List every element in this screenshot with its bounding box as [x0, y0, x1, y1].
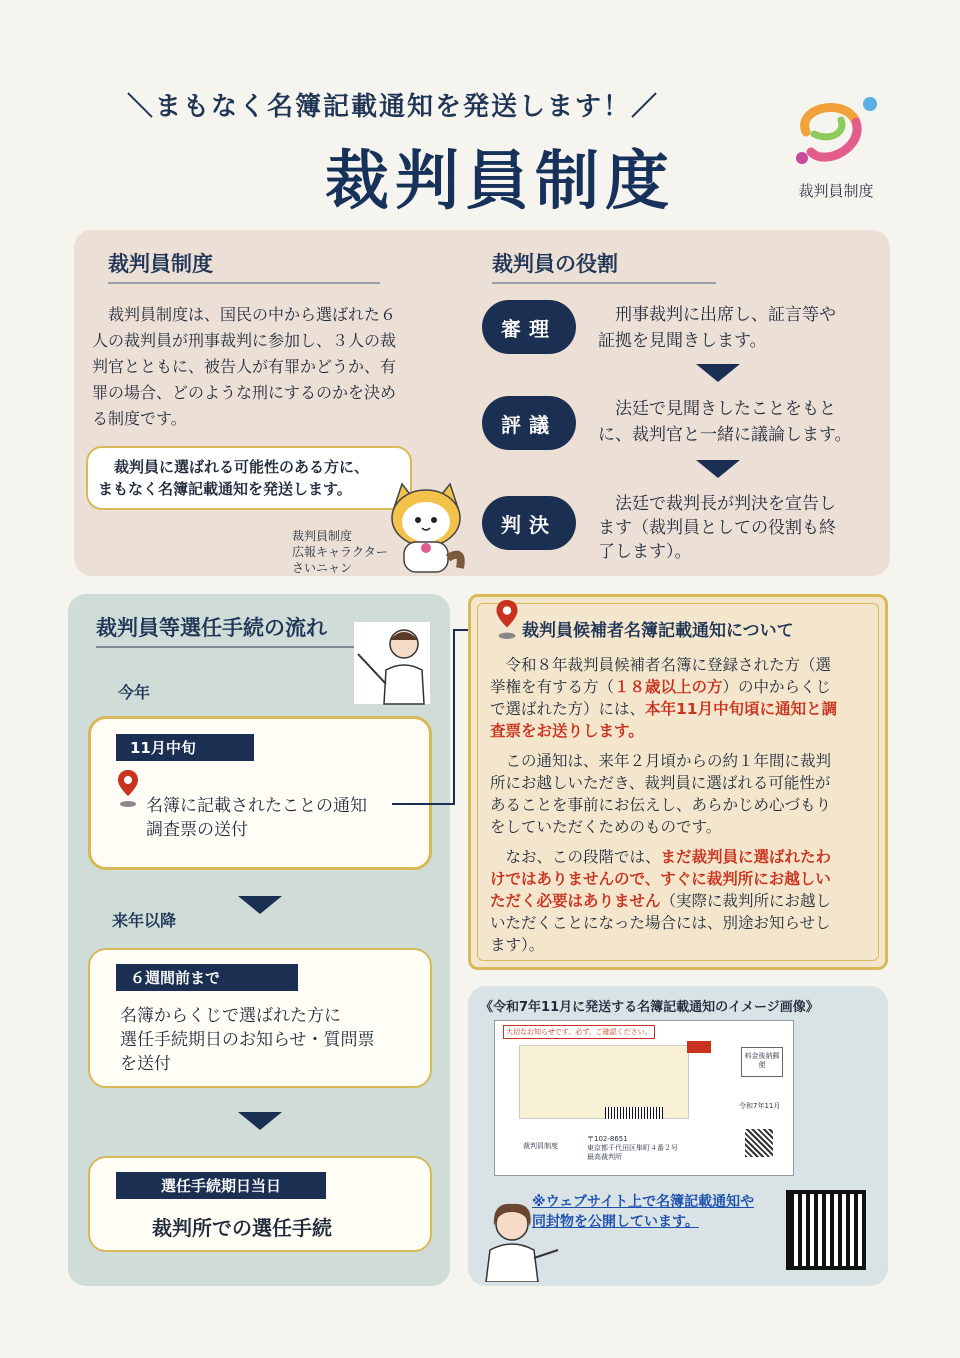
step1-line: 調査票の送付	[146, 820, 248, 840]
mascot-caption	[292, 528, 388, 576]
mascot-caption-line: さいニャン	[292, 561, 353, 575]
card-top-text: 大切なお知らせです。必ず、ご確認ください。	[503, 1025, 655, 1039]
about-text	[92, 302, 422, 432]
role-pill-shinri: 審理	[482, 300, 576, 354]
notice-text: （実際に裁判所にお越し	[660, 892, 832, 910]
notice-paragraph-3	[490, 846, 874, 956]
notice-text: 令和８年裁判員候補者名簿に登録された方（選	[490, 656, 832, 674]
map-pin-icon	[118, 770, 138, 812]
barcode-icon	[605, 1107, 663, 1119]
logo-text: 裁判員制度	[798, 182, 874, 200]
role-desc-line: 法廷で裁判長が判決を宣告し	[598, 494, 836, 514]
arrow-down-icon	[238, 896, 282, 914]
notice-text: この通知は、来年２月頃からの約１年間に裁判	[490, 752, 832, 770]
notice-text: をしていただくためのものです。	[490, 818, 722, 836]
role-desc-line: 刑事裁判に出席し、証言等や	[598, 305, 836, 325]
notice-emphasis: ただく必要はありません	[490, 892, 661, 910]
bubble-line: まもなく名簿記載通知を発送します。	[98, 480, 352, 498]
notice-emphasis: 本年11月中旬頃に通知と調	[645, 700, 838, 718]
notice-paragraph-2	[490, 750, 874, 838]
notice-paragraph-1	[490, 654, 874, 742]
card-address-line: 最高裁判所	[587, 1153, 622, 1161]
notice-text: ）の中からくじ	[722, 678, 832, 696]
role-desc-shinri	[598, 302, 868, 354]
card-window	[519, 1045, 689, 1119]
mascot-caption-line: 裁判員制度	[292, 529, 353, 543]
step1-label: 11月中旬	[116, 734, 254, 761]
step1-text	[146, 794, 416, 842]
role-desc-line: に、裁判官と一緒に議論します。	[598, 425, 852, 445]
qr-code-icon[interactable]	[786, 1190, 866, 1270]
notice-heading: 裁判員候補者名簿記載通知について	[522, 621, 794, 641]
card-logo-text: 裁判員制度	[523, 1142, 558, 1150]
arrow-down-icon	[238, 1112, 282, 1130]
roles-heading: 裁判員の役割	[492, 248, 716, 284]
notice-text: あることを事前にお伝えし、あらかじめ心づもり	[490, 796, 832, 814]
saibanin-logo	[786, 92, 886, 202]
notice-emphasis: １８歳以上の方	[614, 678, 723, 696]
sample-notice-image	[494, 1020, 794, 1176]
notice-text: 挙権を有する方（	[490, 678, 615, 696]
step2-label: ６週間前まで	[116, 964, 298, 991]
notice-text: いただくことになった場合には、別途お知らせし	[490, 914, 831, 932]
card-address	[587, 1135, 678, 1162]
notice-emphasis: まだ裁判員に選ばれたわ	[660, 848, 832, 866]
bubble-line: 裁判員に選ばれる可能性のある方に、	[114, 458, 370, 476]
notice-text: なお、この段階では、	[490, 848, 661, 866]
logo-mark-icon	[786, 92, 886, 178]
notice-text: 所にお越しいただき、裁判員に選ばれる可能性が	[490, 774, 831, 792]
step3-text: 裁判所での選任手続	[152, 1216, 332, 1240]
role-desc-hanketsu	[598, 492, 868, 564]
arrow-down-icon	[696, 364, 740, 382]
role-desc-line: ます（裁判員としての役割も終	[598, 518, 836, 538]
step2-text	[120, 1004, 420, 1076]
next-year-label: 来年以降	[112, 911, 177, 930]
notice-emphasis: けではありませんので、すぐに裁判所にお越しい	[490, 870, 831, 888]
mascot-cat-icon	[384, 478, 468, 580]
card-red-tag	[687, 1041, 711, 1053]
website-link[interactable]: ※ウェブサイト上で名簿記載通知や	[532, 1194, 755, 1210]
notice-emphasis: 査票をお送りします。	[490, 722, 644, 740]
card-qr-icon	[745, 1129, 773, 1157]
mascot-caption-line: 広報キャラクター	[292, 545, 388, 559]
about-line: 裁判員制度は、国民の中から選ばれた６	[92, 305, 397, 324]
role-pill-hyogi: 評議	[482, 396, 576, 450]
role-desc-line: 証拠を見聞きします。	[598, 331, 767, 351]
role-desc-line: 了します）。	[598, 542, 692, 562]
about-line: 罪の場合、どのような刑にするのかを決め	[92, 383, 397, 402]
website-note[interactable]	[532, 1192, 754, 1232]
card-date: 令和7年11月	[739, 1102, 781, 1110]
page-title: 裁判員制度	[325, 145, 675, 219]
role-desc-line: 法廷で見聞きしたことをもと	[598, 399, 836, 419]
role-desc-hyogi	[598, 396, 878, 448]
this-year-label: 今年	[118, 683, 151, 702]
sample-caption: 《令和7年11月に発送する名簿記載通知のイメージ画像》	[480, 1000, 819, 1015]
about-line: 人の裁判員が刑事裁判に参加し、３人の裁	[92, 331, 397, 350]
step2-line: を送付	[120, 1054, 171, 1074]
arrow-down-icon	[696, 460, 740, 478]
role-pill-hanketsu: 判決	[482, 496, 576, 550]
step3-label: 選任手続期日当日	[116, 1172, 326, 1199]
map-pin-icon	[496, 600, 518, 644]
speech-bubble	[86, 446, 412, 510]
card-stamp: 料金後納郵便	[741, 1047, 783, 1077]
about-line: る制度です。	[92, 409, 187, 428]
step2-line: 選任手続期日のお知らせ・質問票	[120, 1030, 375, 1050]
card-address-line: 〒102-8651	[587, 1135, 628, 1143]
website-link[interactable]: 同封物を公開しています。	[532, 1214, 699, 1230]
about-line: 判官とともに、被告人が有罪かどうか、有	[92, 357, 397, 376]
tagline: ＼まもなく名簿記載通知を発送します！／	[126, 92, 659, 122]
step1-line: 名簿に記載されたことの通知	[146, 796, 367, 816]
step2-line: 名簿からくじで選ばれた方に	[120, 1006, 341, 1026]
notice-text: で選ばれた方）には、	[490, 700, 646, 718]
notice-text: ます）。	[490, 936, 545, 954]
flow-heading: 裁判員等選任手続の流れ	[96, 612, 366, 648]
card-address-line: 東京都千代田区隼町４番２号	[587, 1144, 678, 1152]
about-heading: 裁判員制度	[108, 248, 380, 284]
